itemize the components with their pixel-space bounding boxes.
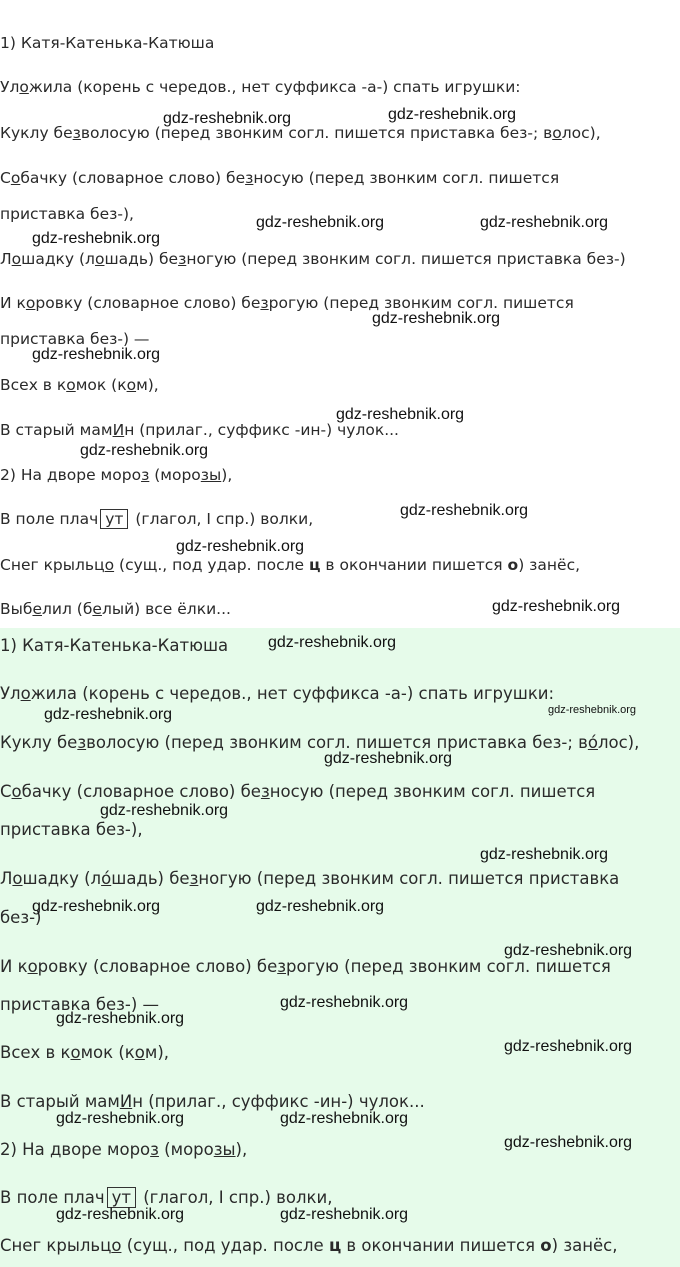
watermark: gdz-reshebnik.org	[280, 1110, 409, 1127]
text-line	[0, 1043, 169, 1062]
highlighted-letter: з	[72, 124, 81, 142]
highlighted-letter: о́	[101, 869, 112, 888]
text-segment: Л	[0, 869, 13, 888]
text-segment: лый) все ёлки...	[101, 600, 231, 618]
answer-block-highlighted	[0, 628, 680, 1267]
text-segment: 2) На дворе моро	[0, 466, 142, 484]
text-line	[0, 782, 595, 801]
text-segment: В старый мам	[0, 421, 113, 439]
text-segment: Л	[0, 250, 12, 268]
text-segment: жила (корень с чередов., нет суффикса -а-) спать игрушки:	[28, 78, 521, 96]
text-segment: лил (б	[41, 600, 93, 618]
highlighted-letter: з	[77, 733, 87, 752]
text-segment: приставка без-),	[0, 820, 143, 839]
text-segment: н (прилаг., суффикс -ин-) чулок...	[132, 1092, 425, 1111]
highlighted-letter: о	[27, 957, 38, 976]
bold-letter: о	[507, 556, 519, 574]
bold-letter: ц	[309, 556, 321, 574]
highlighted-letter: о	[104, 556, 115, 574]
boxed-ending: ут	[107, 1187, 136, 1208]
text-segment: ) занёс,	[551, 1236, 618, 1255]
watermark: gdz-reshebnik.org	[280, 994, 409, 1011]
text-segment: жила (корень с чередов., нет суффикса -а-) спать игрушки:	[30, 684, 555, 703]
text-segment: (моро	[158, 1140, 214, 1159]
text-segment: И к	[0, 294, 26, 312]
watermark: gdz-reshebnik.org	[100, 802, 229, 819]
text-segment: носую (перед звонким согл. пишется	[269, 782, 596, 801]
text-segment: носую (перед звонким согл. пишется	[253, 169, 560, 187]
boxed-ending: ут	[100, 509, 128, 529]
highlighted-letter: о	[111, 1236, 122, 1255]
text-segment: шадку (л	[21, 250, 95, 268]
text-segment: мок (к	[80, 1043, 135, 1062]
highlighted-letter: о	[11, 250, 22, 268]
text-segment: (глагол, I спр.) волки,	[130, 510, 314, 528]
text-line	[0, 1140, 247, 1159]
highlighted-letter: о	[10, 169, 21, 187]
text-segment: в окончании пишется	[341, 1236, 541, 1255]
watermark: gdz-reshebnik.org	[492, 598, 621, 615]
highlighted-letter: И	[112, 421, 125, 439]
text-segment: ),	[221, 466, 233, 484]
text-line	[0, 376, 159, 394]
highlighted-letter: е	[92, 600, 102, 618]
text-segment: м),	[144, 1043, 170, 1062]
text-line	[0, 869, 619, 888]
text-segment: Снег крыльц	[0, 1236, 112, 1255]
text-line	[0, 250, 626, 268]
highlighted-letter: з	[245, 169, 254, 187]
highlighted-letter: о	[19, 78, 29, 96]
text-line	[0, 510, 313, 528]
text-segment: В поле плач	[0, 1188, 105, 1207]
text-segment: бачку (словарное слово) бе	[20, 169, 246, 187]
text-segment: ногую (перед звонким согл. пишется приставка	[198, 869, 620, 888]
watermark: gdz-reshebnik.org	[176, 538, 305, 555]
text-segment: шадь) бе	[104, 250, 179, 268]
text-segment: 1) Катя-Катенька-Катюша	[0, 34, 215, 52]
text-segment: С	[0, 782, 12, 801]
highlighted-letter: И	[119, 1092, 133, 1111]
highlighted-letter: о	[94, 250, 105, 268]
watermark: gdz-reshebnik.org	[504, 1038, 633, 1055]
text-segment: (глагол, I спр.) волки,	[137, 1188, 333, 1207]
highlighted-letter: з	[141, 466, 150, 484]
text-segment: Выб	[0, 600, 33, 618]
text-line	[0, 34, 214, 52]
highlighted-letter: з	[178, 250, 187, 268]
text-line	[0, 1188, 332, 1207]
highlighted-letter: о	[552, 124, 562, 142]
text-segment: шадь) бе	[111, 869, 190, 888]
text-segment: И к	[0, 957, 28, 976]
watermark: gdz-reshebnik.org	[268, 634, 397, 651]
text-segment: Всех в к	[0, 376, 67, 394]
text-segment: ровку (словарное слово) бе	[37, 957, 278, 976]
watermark: gdz-reshebnik.org	[400, 502, 529, 519]
text-line	[0, 124, 601, 142]
watermark: gdz-reshebnik.org	[504, 942, 633, 959]
text-segment: 2) На дворе моро	[0, 1140, 151, 1159]
text-segment: лос),	[561, 124, 601, 142]
text-segment: (сущ., под удар. после	[114, 556, 309, 574]
text-segment: В поле плач	[0, 510, 99, 528]
highlighted-letter: о	[25, 294, 36, 312]
text-line	[0, 733, 639, 752]
text-segment: приставка без-),	[0, 205, 134, 223]
watermark: gdz-reshebnik.org	[56, 1206, 185, 1223]
watermark: gdz-reshebnik.org	[280, 1206, 409, 1223]
highlighted-letter: о	[70, 1043, 81, 1062]
bold-letter: ц	[328, 1236, 342, 1255]
text-segment: ровку (словарное слово) бе	[35, 294, 261, 312]
highlighted-letter: о	[66, 376, 76, 394]
watermark: gdz-reshebnik.org	[56, 1110, 185, 1127]
highlighted-letter: о	[134, 1043, 145, 1062]
text-segment: без-)	[0, 908, 42, 927]
text-segment: волосую (перед звонким согл. пишется приставка без-; в	[86, 733, 588, 752]
text-segment: С	[0, 169, 11, 187]
text-segment: Ул	[0, 78, 20, 96]
answer-block-plain	[0, 0, 680, 628]
text-segment: (моро	[149, 466, 201, 484]
highlighted-letter: е	[32, 600, 42, 618]
watermark: gdz-reshebnik.org	[504, 1134, 633, 1151]
text-segment: приставка без-) —	[0, 330, 150, 348]
watermark: gdz-reshebnik.org	[480, 214, 609, 231]
highlighted-letter: з	[260, 294, 269, 312]
text-line	[0, 1092, 425, 1111]
text-segment: м),	[136, 376, 159, 394]
highlighted-letter: з	[150, 1140, 159, 1159]
text-line	[0, 466, 232, 484]
text-line	[0, 78, 521, 96]
text-segment: (сущ., под удар. после	[121, 1236, 329, 1255]
watermark: gdz-reshebnik.org	[44, 706, 173, 723]
text-segment: мок (к	[75, 376, 127, 394]
text-line	[0, 169, 559, 187]
highlighted-letter: о	[12, 869, 23, 888]
watermark: gdz-reshebnik.org	[480, 846, 609, 863]
text-segment: в окончании пишется	[320, 556, 508, 574]
watermark: gdz-reshebnik.org	[256, 898, 385, 915]
text-segment: шадку (л	[22, 869, 102, 888]
text-segment: бачку (словарное слово) бе	[21, 782, 261, 801]
watermark: gdz-reshebnik.org	[388, 106, 517, 123]
text-line	[0, 1236, 617, 1255]
watermark: gdz-reshebnik.org	[163, 110, 292, 127]
text-segment: Всех в к	[0, 1043, 71, 1062]
highlighted-letter: зы	[213, 1140, 236, 1159]
watermark: gdz-reshebnik.org	[256, 214, 385, 231]
highlighted-letter: зы	[200, 466, 222, 484]
watermark: gdz-reshebnik.org	[336, 406, 465, 423]
watermark: gdz-reshebnik.org	[80, 442, 209, 459]
text-segment: Куклу бе	[0, 733, 78, 752]
text-segment: Снег крыльц	[0, 556, 105, 574]
text-segment: волосую (перед звонким согл. пишется приставка без-; в	[80, 124, 553, 142]
text-line	[0, 820, 143, 839]
highlighted-letter: з	[260, 782, 270, 801]
text-segment: лос),	[597, 733, 640, 752]
text-segment: н (прилаг., суффикс -ин-) чулок...	[124, 421, 399, 439]
text-line	[0, 636, 228, 655]
text-segment: рогую (перед звонким согл. пишется	[268, 294, 574, 312]
watermark: gdz-reshebnik.org	[548, 704, 637, 716]
watermark: gdz-reshebnik.org	[32, 898, 161, 915]
text-segment: ),	[235, 1140, 248, 1159]
text-line	[0, 205, 134, 223]
highlighted-letter: з	[189, 869, 199, 888]
text-line	[0, 684, 554, 703]
highlighted-letter: о́	[587, 733, 598, 752]
text-segment: ) занёс,	[518, 556, 581, 574]
text-line	[0, 600, 231, 618]
bold-letter: о	[540, 1236, 552, 1255]
text-segment: Куклу бе	[0, 124, 73, 142]
text-segment: ногую (перед звонким согл. пишется приставка без-)	[186, 250, 626, 268]
watermark: gdz-reshebnik.org	[56, 1010, 185, 1027]
highlighted-letter: з	[277, 957, 287, 976]
text-segment: рогую (перед звонким согл. пишется	[286, 957, 611, 976]
watermark: gdz-reshebnik.org	[32, 346, 161, 363]
highlighted-letter: о	[20, 684, 31, 703]
text-segment: Ул	[0, 684, 21, 703]
watermark: gdz-reshebnik.org	[32, 230, 161, 247]
text-segment: 1) Катя-Катенька-Катюша	[0, 636, 229, 655]
highlighted-letter: о	[11, 782, 22, 801]
text-segment: В старый мам	[0, 1092, 120, 1111]
highlighted-letter: о	[126, 376, 137, 394]
text-line	[0, 556, 580, 574]
watermark: gdz-reshebnik.org	[324, 750, 453, 767]
watermark: gdz-reshebnik.org	[372, 310, 501, 327]
text-segment: приставка без-) —	[0, 995, 160, 1014]
